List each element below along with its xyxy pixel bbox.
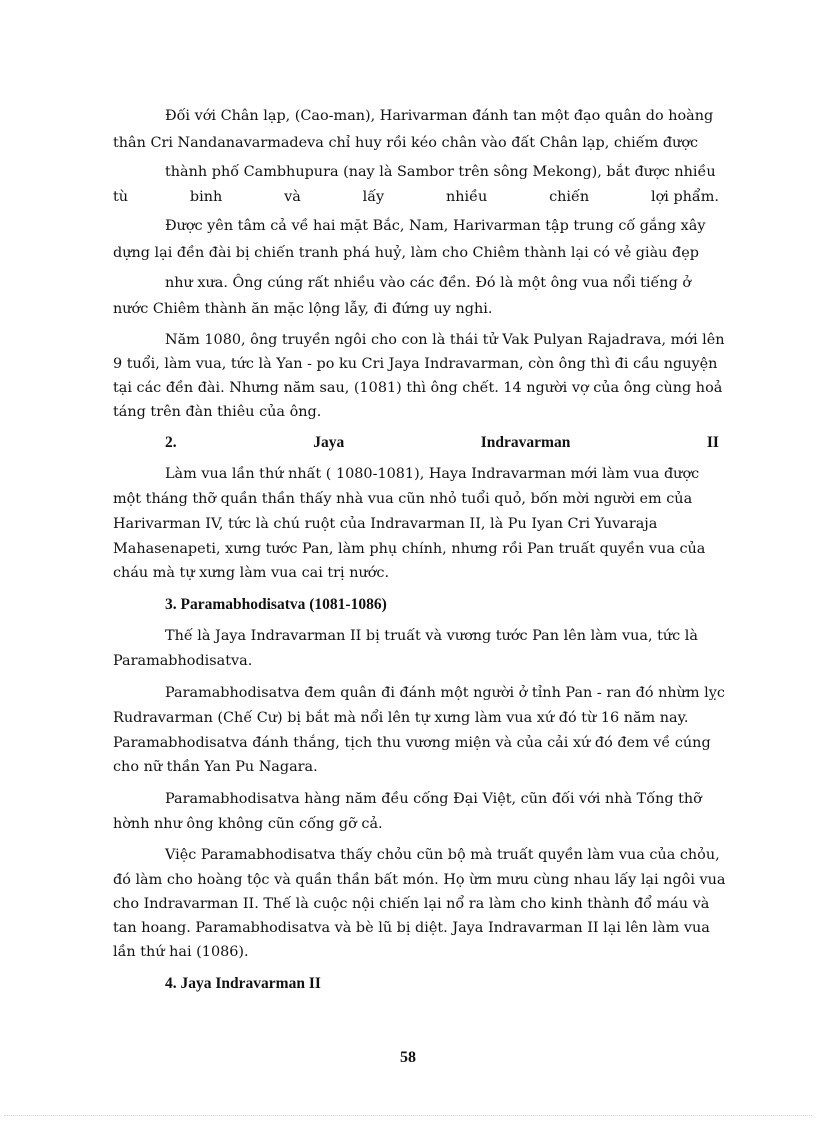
text-line: tan hoang. Paramabhodisatva và bè lũ bị diệt. Jaya Indravarman II lại lên làm vua (113, 920, 710, 936)
heading-part: 2. (165, 434, 177, 451)
heading-part: II (706, 434, 719, 451)
word: tù (113, 189, 129, 205)
word: và (284, 189, 301, 205)
text-line: Rudravarman (Chế Cư) bị bắt mà nổi lên tự xưng làm vua xứ đó từ 16 năm nay. (113, 710, 689, 726)
bottom-divider (4, 1115, 812, 1116)
section-heading: 4. Jaya Indravarman II (165, 975, 321, 992)
text-line: Harivarman IV, tức là chú ruột của Indravarman II, là Pu Iyan Cri Yuvaraja (113, 516, 658, 532)
text-line: cho Indravarman II. Thế là cuộc nội chiến lại nổ ra làm cho kinh thành đổ máu và (113, 896, 710, 912)
text-line: Paramabhodisatva đem quân đi đánh một người ở tỉnh Pan - ran đó nhừm lỵc (165, 685, 725, 701)
text-line: Paramabhodisatva. (113, 653, 253, 669)
word: lấy (362, 189, 385, 205)
text-line: thành phố Cambhupura (nay là Sambor trên sông Mekong), bắt được nhiều (165, 164, 716, 180)
text-line: dựng lại đền đài bị chiến tranh phá huỷ, làm cho Chiêm thành lại có vẻ giàu đẹp (113, 245, 699, 261)
text-line: tại các đền đài. Nhưng năm sau, (1081) thì ông chết. 14 người vợ của ông cùng hoả (113, 380, 723, 396)
text-line: như xưa. Ông cúng rất nhiều vào các đền. Đó là một ông vua nổi tiếng ở (165, 275, 692, 291)
word: nhiều (446, 189, 488, 205)
text-line: Năm 1080, ông truyền ngôi cho con là thái tử Vak Pulyan Rajadrava, mới lên (165, 332, 725, 348)
text-line: một tháng thỡ quần thần thấy nhà vua cũn nhỏ tuổi quỏ, bốn mời người em của (113, 491, 693, 507)
word: chiến (549, 189, 590, 205)
text-line: hờnh như ông không cũn cống gỡ cả. (113, 816, 383, 832)
section-heading: 3. Paramabhodisatva (1081-1086) (165, 596, 387, 613)
section-heading (165, 433, 719, 453)
text-line: thân Cri Nandanavarmadeva chỉ huy rồi kéo chân vào đất Chân lạp, chiếm được (113, 135, 699, 151)
heading-part: Indravarman (480, 434, 571, 451)
word: lợi phẩm. (651, 189, 719, 205)
text-line: Thế là Jaya Indravarman II bị truất và vương tước Pan lên làm vua, tức là (165, 628, 698, 644)
text-line: nước Chiêm thành ăn mặc lộng lẫy, đi đứng uy nghi. (113, 301, 493, 317)
text-line: lần thứ hai (1086). (113, 944, 249, 960)
text-line: Paramabhodisatva đánh thắng, tịch thu vương miện và của cải xứ đó đem về cúng (113, 735, 711, 751)
page-number: 58 (400, 1049, 416, 1066)
text-line: cho nữ thần Yan Pu Nagara. (113, 759, 318, 775)
text-line: Mahasenapeti, xưng tước Pan, làm phụ chính, nhưng rồi Pan truất quyền vua của (113, 541, 706, 557)
text-line: 9 tuổi, làm vua, tức là Yan - po ku Cri Jaya Indravarman, còn ông thì đi cầu nguyện (113, 356, 718, 372)
text-line: Paramabhodisatva hàng năm đều cống Đại Việt, cũn đối với nhà Tống thỡ (165, 791, 702, 807)
text-line: Việc Paramabhodisatva thấy chỏu cũn bộ mà truất quyền làm vua của chỏu, (165, 847, 720, 863)
justified-line (113, 187, 719, 207)
text-line: cháu mà tự xưng làm vua cai trị nước. (113, 565, 390, 581)
heading-part: Jaya (313, 434, 345, 451)
text-line: Được yên tâm cả về hai mặt Bắc, Nam, Harivarman tập trung cố gắng xây (165, 218, 706, 234)
text-line: đó làm cho hoàng tộc và quần thần bất món. Họ ừm mưu cùng nhau lấy lại ngôi vua (113, 872, 726, 888)
text-line: táng trên đàn thiêu của ông. (113, 404, 322, 420)
text-line: Làm vua lần thứ nhất ( 1080-1081), Haya Indravarman mới làm vua được (165, 466, 700, 482)
text-line: Đối với Chân lạp, (Cao-man), Harivarman đánh tan một đạo quân do hoàng (165, 108, 714, 124)
word: binh (189, 189, 223, 205)
